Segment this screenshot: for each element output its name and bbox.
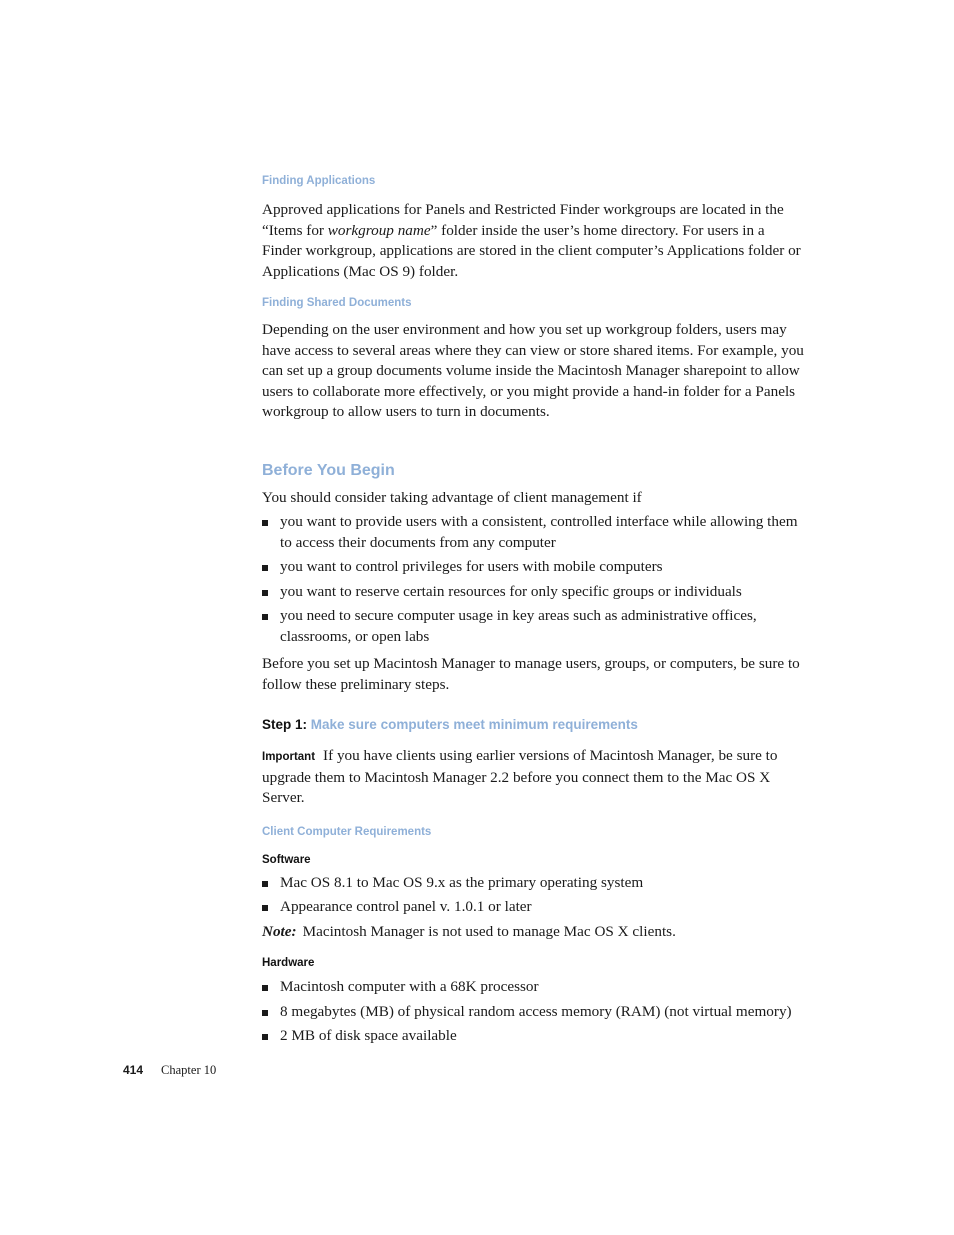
para-before-intro: You should consider taking advantage of client management if <box>262 488 642 506</box>
page-content <box>262 172 807 1047</box>
bullet-icon <box>262 565 268 571</box>
heading-hardware: Hardware <box>262 957 315 969</box>
list-software <box>262 873 807 918</box>
list-item: you want to control privileges for users with mobile computers <box>262 557 807 578</box>
heading-step-1: Step 1: Make sure computers meet minimum requirements <box>262 717 638 732</box>
note-label: Note: <box>262 922 297 940</box>
bullet-icon <box>262 905 268 911</box>
bullet-icon <box>262 520 268 526</box>
heading-software: Software <box>262 853 311 866</box>
list-hardware <box>262 977 807 1047</box>
list-item: you need to secure computer usage in key areas such as administrative offices, classrooms, or open labs <box>262 606 807 647</box>
page-footer <box>123 1063 216 1078</box>
list-before-reasons <box>262 512 807 647</box>
list-item: you want to provide users with a consistent, controlled interface while allowing them to access their documents from any computer <box>262 512 807 553</box>
heading-before-you-begin: Before You Begin <box>262 461 395 479</box>
list-item: Mac OS 8.1 to Mac OS 9.x as the primary operating system <box>262 873 807 894</box>
bullet-icon <box>262 1034 268 1040</box>
list-item: 2 MB of disk space available <box>262 1026 807 1047</box>
bullet-icon <box>262 985 268 991</box>
heading-client-computer-requirements: Client Computer Requirements <box>262 825 432 838</box>
page-number: 414 <box>123 1063 144 1077</box>
chapter-label: Chapter 10 <box>161 1063 217 1077</box>
para-finding-shared-documents: Depending on the user environment and how you set up workgroup folders, users may have access to several areas where they can view or store shared items. For example, you can set up a group documents volume inside the Macintosh Manager sharepoint to allow users to collaborate more effectively, or you might provide a hand-in folder for a Panels workgroup to allow users to turn in documents. <box>262 321 804 420</box>
para-important: Important If you have clients using earlier versions of Macintosh Manager, be sure to upgrade them to Macintosh Manager 2.2 before you connect them to the Mac OS X Server. <box>262 747 778 806</box>
list-item: you want to reserve certain resources for only specific groups or individuals <box>262 582 807 603</box>
heading-finding-shared-documents: Finding Shared Documents <box>262 297 412 309</box>
bullet-icon <box>262 614 268 620</box>
bullet-icon <box>262 881 268 887</box>
list-item: Appearance control panel v. 1.0.1 or later <box>262 897 807 918</box>
para-finding-applications: Approved applications for Panels and Restricted Finder workgroups are located in the “Items for workgroup name” folder inside the user’s home directory. For users in a Finder workgroup, applications are stored in the client computer’s Applications folder or Applications (Mac OS 9) folder. <box>262 201 801 280</box>
para-note: Note: Macintosh Manager is not used to manage Mac OS X clients. <box>262 922 676 940</box>
para-before-outro: Before you set up Macintosh Manager to manage users, groups, or computers, be sure to follow these preliminary steps. <box>262 655 800 693</box>
bullet-icon <box>262 1010 268 1016</box>
heading-finding-applications: Finding Applications <box>262 175 376 187</box>
important-label: Important <box>262 751 316 763</box>
list-item: Macintosh computer with a 68K processor <box>262 977 807 998</box>
list-item: 8 megabytes (MB) of physical random access memory (RAM) (not virtual memory) <box>262 1002 807 1023</box>
bullet-icon <box>262 590 268 596</box>
